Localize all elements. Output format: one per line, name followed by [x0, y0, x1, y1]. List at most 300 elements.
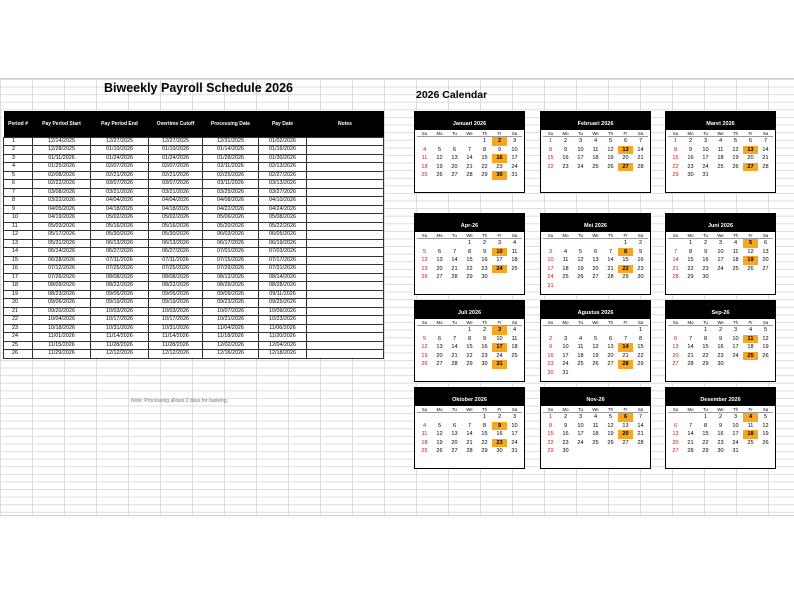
day-cell[interactable]: 15: [672, 155, 679, 162]
table-cell[interactable]: 03/21/2026: [149, 188, 203, 197]
day-cell[interactable]: 29: [547, 448, 554, 455]
day-cell[interactable]: 11: [592, 422, 599, 429]
day-cell[interactable]: 9: [703, 248, 708, 255]
table-cell[interactable]: 09/05/2026: [149, 290, 203, 299]
day-cell[interactable]: 10: [562, 344, 569, 351]
day-cell[interactable]: 15: [637, 344, 644, 351]
day-cell[interactable]: 1: [467, 240, 472, 246]
day-cell[interactable]: 15: [466, 257, 473, 264]
day-cell[interactable]: 22: [547, 439, 554, 446]
day-cell[interactable]: 31: [732, 448, 739, 455]
day-cell[interactable]: 17: [547, 265, 554, 272]
table-cell[interactable]: 05/30/2026: [91, 231, 149, 240]
day-cell[interactable]: 5: [422, 335, 427, 342]
table-cell[interactable]: 06/19/2026: [259, 239, 307, 248]
day-cell[interactable]: 28: [466, 448, 473, 455]
day-cell[interactable]: 9: [563, 146, 568, 153]
table-cell[interactable]: 11/28/2026: [91, 341, 149, 350]
day-cell[interactable]: 7: [688, 422, 693, 429]
day-cell[interactable]: 19: [607, 155, 614, 162]
day-cell[interactable]: 22: [637, 352, 644, 359]
day-cell[interactable]: 29: [702, 448, 709, 455]
table-cell[interactable]: 11/18/2026: [203, 333, 259, 342]
day-cell[interactable]: 3: [578, 138, 583, 144]
day-cell[interactable]: 17: [732, 431, 739, 438]
day-cell[interactable]: 3: [703, 138, 708, 144]
day-cell[interactable]: 19: [436, 163, 443, 170]
table-cell[interactable]: 10/04/2026: [33, 316, 91, 325]
day-cell[interactable]: 12: [762, 422, 769, 429]
day-cell[interactable]: 2: [482, 327, 487, 333]
day-cell[interactable]: 3: [497, 240, 502, 246]
table-cell[interactable]: 07/03/2026: [259, 248, 307, 257]
day-cell[interactable]: 11: [732, 248, 739, 255]
day-cell[interactable]: 14: [451, 257, 458, 264]
day-cell[interactable]: 11: [592, 146, 599, 153]
day-cell[interactable]: 18: [511, 344, 518, 351]
day-cell[interactable]: 2: [548, 335, 553, 342]
table-cell[interactable]: 12/12/2026: [149, 350, 203, 359]
day-cell[interactable]: 29: [702, 361, 709, 368]
day-cell[interactable]: 7: [467, 146, 472, 153]
day-cell[interactable]: 27: [622, 439, 629, 446]
day-cell[interactable]: 31: [511, 172, 518, 179]
day-cell[interactable]: 16: [481, 257, 488, 264]
day-cell[interactable]: 22: [481, 439, 488, 446]
day-cell[interactable]: 26: [592, 361, 599, 368]
day-cell[interactable]: 24: [732, 352, 739, 359]
day-cell[interactable]: 26: [732, 163, 739, 170]
day-cell[interactable]: 28: [451, 274, 458, 281]
payday-cell[interactable]: 6: [618, 413, 633, 422]
day-cell[interactable]: 29: [481, 448, 488, 455]
table-cell[interactable]: 26: [4, 350, 33, 359]
table-cell[interactable]: 09/11/2026: [259, 290, 307, 299]
table-cell[interactable]: 11/14/2026: [149, 333, 203, 342]
day-cell[interactable]: 25: [717, 163, 724, 170]
payday-cell[interactable]: 25: [743, 352, 758, 361]
table-cell[interactable]: [307, 197, 384, 206]
day-cell[interactable]: 7: [763, 138, 768, 144]
day-cell[interactable]: 16: [562, 431, 569, 438]
day-cell[interactable]: 23: [562, 163, 569, 170]
day-cell[interactable]: 23: [702, 265, 709, 272]
table-cell[interactable]: 01/10/2026: [91, 146, 149, 155]
day-cell[interactable]: 15: [481, 155, 488, 162]
day-cell[interactable]: 24: [577, 163, 584, 170]
day-cell[interactable]: 20: [672, 352, 679, 359]
payday-cell[interactable]: 2: [492, 137, 507, 146]
table-cell[interactable]: 06/03/2026: [203, 231, 259, 240]
day-cell[interactable]: 2: [563, 414, 568, 420]
day-cell[interactable]: 20: [672, 439, 679, 446]
day-cell[interactable]: 7: [467, 422, 472, 429]
payday-cell[interactable]: 3: [492, 326, 507, 335]
table-cell[interactable]: [307, 341, 384, 350]
day-cell[interactable]: 23: [481, 352, 488, 359]
day-cell[interactable]: 9: [688, 146, 693, 153]
day-cell[interactable]: 14: [451, 344, 458, 351]
day-cell[interactable]: 14: [607, 257, 614, 264]
day-cell[interactable]: 13: [592, 257, 599, 264]
table-cell[interactable]: 11/06/2026: [259, 324, 307, 333]
table-cell[interactable]: 10/17/2026: [91, 316, 149, 325]
day-cell[interactable]: 17: [562, 352, 569, 359]
day-cell[interactable]: 10: [547, 257, 554, 264]
day-cell[interactable]: 6: [452, 146, 457, 153]
day-cell[interactable]: 26: [607, 439, 614, 446]
day-cell[interactable]: 3: [563, 335, 568, 342]
payday-cell[interactable]: 20: [618, 430, 633, 439]
day-cell[interactable]: 14: [687, 431, 694, 438]
payday-cell[interactable]: 22: [618, 265, 633, 274]
day-cell[interactable]: 26: [421, 361, 428, 368]
day-cell[interactable]: 13: [607, 344, 614, 351]
table-cell[interactable]: 21: [4, 307, 33, 316]
day-cell[interactable]: 4: [578, 335, 583, 342]
table-cell[interactable]: 02/22/2026: [33, 180, 91, 189]
table-cell[interactable]: 04/22/2026: [203, 205, 259, 214]
table-cell[interactable]: 05/03/2026: [33, 222, 91, 231]
day-cell[interactable]: 29: [687, 274, 694, 281]
table-cell[interactable]: [307, 205, 384, 214]
day-cell[interactable]: 16: [496, 431, 503, 438]
table-cell[interactable]: 12/14/2025: [33, 137, 91, 146]
day-cell[interactable]: 12: [762, 335, 769, 342]
day-cell[interactable]: 6: [673, 335, 678, 342]
payday-cell[interactable]: 16: [492, 154, 507, 163]
table-cell[interactable]: 05/16/2026: [91, 222, 149, 231]
day-cell[interactable]: 9: [548, 344, 553, 351]
day-cell[interactable]: 18: [562, 265, 569, 272]
table-cell[interactable]: 03/25/2026: [203, 188, 259, 197]
day-cell[interactable]: 5: [763, 414, 768, 420]
day-cell[interactable]: 8: [703, 335, 708, 342]
day-cell[interactable]: 25: [747, 439, 754, 446]
day-cell[interactable]: 14: [466, 431, 473, 438]
payday-cell[interactable]: 31: [492, 360, 507, 369]
day-cell[interactable]: 20: [747, 155, 754, 162]
day-cell[interactable]: 16: [637, 257, 644, 264]
table-cell[interactable]: 05/02/2026: [149, 214, 203, 223]
day-cell[interactable]: 30: [481, 274, 488, 281]
day-cell[interactable]: 24: [496, 352, 503, 359]
table-cell[interactable]: 01/02/2026: [259, 137, 307, 146]
payday-cell[interactable]: 8: [618, 248, 633, 257]
day-cell[interactable]: 19: [762, 344, 769, 351]
table-cell[interactable]: 1: [4, 137, 33, 146]
day-cell[interactable]: 24: [511, 439, 518, 446]
day-cell[interactable]: 8: [638, 335, 643, 342]
day-cell[interactable]: 22: [702, 352, 709, 359]
day-cell[interactable]: 26: [421, 274, 428, 281]
day-cell[interactable]: 19: [421, 352, 428, 359]
table-cell[interactable]: 12: [4, 231, 33, 240]
table-cell[interactable]: [307, 273, 384, 282]
table-cell[interactable]: 04/10/2026: [259, 197, 307, 206]
day-cell[interactable]: 7: [452, 248, 457, 255]
table-cell[interactable]: [307, 265, 384, 274]
table-cell[interactable]: [307, 137, 384, 146]
day-cell[interactable]: 6: [673, 422, 678, 429]
table-cell[interactable]: 01/11/2026: [33, 154, 91, 163]
day-cell[interactable]: 27: [672, 448, 679, 455]
day-cell[interactable]: 21: [762, 155, 769, 162]
day-cell[interactable]: 1: [482, 138, 487, 144]
day-cell[interactable]: 22: [547, 163, 554, 170]
day-cell[interactable]: 25: [421, 172, 428, 179]
table-cell[interactable]: 03/21/2026: [91, 188, 149, 197]
payday-cell[interactable]: 30: [492, 171, 507, 180]
day-cell[interactable]: 10: [702, 146, 709, 153]
day-cell[interactable]: 16: [717, 344, 724, 351]
day-cell[interactable]: 1: [673, 138, 678, 144]
day-cell[interactable]: 12: [592, 344, 599, 351]
day-cell[interactable]: 24: [732, 439, 739, 446]
table-cell[interactable]: [307, 239, 384, 248]
table-cell[interactable]: 10: [4, 214, 33, 223]
day-cell[interactable]: 30: [702, 274, 709, 281]
day-cell[interactable]: 14: [672, 257, 679, 264]
day-cell[interactable]: 17: [511, 431, 518, 438]
table-cell[interactable]: 14: [4, 248, 33, 257]
day-cell[interactable]: 3: [578, 414, 583, 420]
table-cell[interactable]: 19: [4, 290, 33, 299]
table-cell[interactable]: 09/23/2026: [203, 299, 259, 308]
table-cell[interactable]: 03/27/2026: [259, 188, 307, 197]
table-cell[interactable]: 04/18/2026: [149, 205, 203, 214]
table-cell[interactable]: 5: [4, 171, 33, 180]
table-cell[interactable]: 09/25/2026: [259, 299, 307, 308]
day-cell[interactable]: 16: [547, 352, 554, 359]
table-cell[interactable]: 05/31/2026: [33, 239, 91, 248]
day-cell[interactable]: 16: [702, 257, 709, 264]
table-cell[interactable]: 01/28/2026: [203, 154, 259, 163]
day-cell[interactable]: 11: [421, 155, 428, 162]
table-cell[interactable]: [307, 214, 384, 223]
day-cell[interactable]: 21: [637, 431, 644, 438]
day-cell[interactable]: 20: [622, 155, 629, 162]
day-cell[interactable]: 26: [762, 439, 769, 446]
table-cell[interactable]: 22: [4, 316, 33, 325]
day-cell[interactable]: 8: [548, 422, 553, 429]
table-cell[interactable]: 02/08/2026: [33, 171, 91, 180]
day-cell[interactable]: 28: [637, 439, 644, 446]
payday-cell[interactable]: 13: [743, 146, 758, 155]
day-cell[interactable]: 5: [437, 422, 442, 429]
payday-cell[interactable]: 14: [618, 343, 633, 352]
table-cell[interactable]: 12/27/2025: [149, 137, 203, 146]
table-cell[interactable]: [307, 307, 384, 316]
table-cell[interactable]: 15: [4, 256, 33, 265]
day-cell[interactable]: 2: [718, 327, 723, 333]
table-cell[interactable]: 04/24/2026: [259, 205, 307, 214]
table-cell[interactable]: 12/27/2025: [91, 137, 149, 146]
table-cell[interactable]: 07/17/2026: [259, 256, 307, 265]
column-header[interactable]: Period #: [4, 111, 33, 137]
table-cell[interactable]: 04/08/2026: [203, 197, 259, 206]
table-cell[interactable]: 01/24/2026: [91, 154, 149, 163]
table-cell[interactable]: 08/14/2026: [259, 273, 307, 282]
day-cell[interactable]: 18: [421, 439, 428, 446]
day-cell[interactable]: 27: [436, 361, 443, 368]
day-cell[interactable]: 20: [762, 257, 769, 264]
day-cell[interactable]: 13: [451, 431, 458, 438]
table-cell[interactable]: 01/25/2026: [33, 163, 91, 172]
day-cell[interactable]: 2: [703, 240, 708, 246]
day-cell[interactable]: 18: [732, 257, 739, 264]
day-cell[interactable]: 11: [747, 422, 754, 429]
day-cell[interactable]: 28: [687, 361, 694, 368]
day-cell[interactable]: 25: [511, 265, 518, 272]
day-cell[interactable]: 4: [718, 138, 723, 144]
table-cell[interactable]: 03/07/2026: [149, 180, 203, 189]
table-cell[interactable]: 05/20/2026: [203, 222, 259, 231]
table-cell[interactable]: 11/29/2026: [33, 350, 91, 359]
table-cell[interactable]: 11/14/2026: [91, 333, 149, 342]
day-cell[interactable]: 1: [623, 240, 628, 246]
table-cell[interactable]: [307, 146, 384, 155]
day-cell[interactable]: 24: [511, 163, 518, 170]
column-header[interactable]: Pay Period Start: [33, 111, 91, 137]
day-cell[interactable]: 1: [482, 414, 487, 420]
day-cell[interactable]: 26: [577, 274, 584, 281]
payday-cell[interactable]: 9: [492, 422, 507, 431]
day-cell[interactable]: 4: [748, 327, 753, 333]
day-cell[interactable]: 3: [548, 248, 553, 255]
day-cell[interactable]: 30: [496, 448, 503, 455]
table-cell[interactable]: 05/06/2026: [203, 214, 259, 223]
day-cell[interactable]: 17: [732, 344, 739, 351]
table-cell[interactable]: [307, 180, 384, 189]
table-cell[interactable]: 08/22/2026: [149, 282, 203, 291]
table-cell[interactable]: 03/11/2026: [203, 180, 259, 189]
day-cell[interactable]: 15: [622, 257, 629, 264]
day-cell[interactable]: 11: [717, 146, 724, 153]
day-cell[interactable]: 17: [577, 431, 584, 438]
day-cell[interactable]: 10: [717, 248, 724, 255]
table-cell[interactable]: 08/08/2026: [91, 273, 149, 282]
table-cell[interactable]: 10/31/2026: [91, 324, 149, 333]
table-cell[interactable]: 08/26/2026: [203, 282, 259, 291]
day-cell[interactable]: 7: [638, 138, 643, 144]
day-cell[interactable]: 18: [747, 344, 754, 351]
table-cell[interactable]: 05/16/2026: [149, 222, 203, 231]
day-cell[interactable]: 1: [688, 240, 693, 246]
table-cell[interactable]: 06/17/2026: [203, 239, 259, 248]
day-cell[interactable]: 15: [687, 257, 694, 264]
day-cell[interactable]: 5: [763, 327, 768, 333]
day-cell[interactable]: 23: [481, 265, 488, 272]
table-cell[interactable]: 07/12/2026: [33, 265, 91, 274]
day-cell[interactable]: 22: [672, 163, 679, 170]
table-cell[interactable]: 03/07/2026: [91, 180, 149, 189]
day-cell[interactable]: 23: [547, 361, 554, 368]
day-cell[interactable]: 22: [702, 439, 709, 446]
day-cell[interactable]: 17: [577, 155, 584, 162]
table-cell[interactable]: 20: [4, 299, 33, 308]
table-cell[interactable]: 10/18/2026: [33, 324, 91, 333]
day-cell[interactable]: 30: [687, 172, 694, 179]
day-cell[interactable]: 11: [421, 431, 428, 438]
day-cell[interactable]: 17: [511, 155, 518, 162]
table-cell[interactable]: 02/07/2026: [91, 163, 149, 172]
day-cell[interactable]: 6: [437, 335, 442, 342]
table-cell[interactable]: 02/21/2026: [149, 171, 203, 180]
table-cell[interactable]: 01/30/2026: [259, 154, 307, 163]
table-cell[interactable]: 06/05/2026: [259, 231, 307, 240]
table-cell[interactable]: 01/10/2026: [149, 146, 203, 155]
table-cell[interactable]: [307, 231, 384, 240]
payday-cell[interactable]: 4: [743, 413, 758, 422]
day-cell[interactable]: 15: [547, 155, 554, 162]
day-cell[interactable]: 20: [451, 163, 458, 170]
day-cell[interactable]: 13: [622, 422, 629, 429]
day-cell[interactable]: 2: [688, 138, 693, 144]
day-cell[interactable]: 30: [717, 361, 724, 368]
day-cell[interactable]: 17: [717, 257, 724, 264]
day-cell[interactable]: 5: [593, 335, 598, 342]
table-cell[interactable]: 16: [4, 265, 33, 274]
table-cell[interactable]: 09/20/2026: [33, 307, 91, 316]
table-cell[interactable]: 6: [4, 180, 33, 189]
day-cell[interactable]: 10: [496, 335, 503, 342]
day-cell[interactable]: 7: [608, 248, 613, 255]
day-cell[interactable]: 2: [497, 414, 502, 420]
day-cell[interactable]: 3: [512, 138, 517, 144]
day-cell[interactable]: 1: [548, 414, 553, 420]
table-cell[interactable]: 13: [4, 239, 33, 248]
day-cell[interactable]: 5: [733, 138, 738, 144]
day-cell[interactable]: 23: [562, 439, 569, 446]
day-cell[interactable]: 20: [592, 265, 599, 272]
table-cell[interactable]: 07/15/2026: [203, 256, 259, 265]
day-cell[interactable]: 30: [562, 448, 569, 455]
day-cell[interactable]: 10: [577, 146, 584, 153]
day-cell[interactable]: 29: [672, 172, 679, 179]
table-cell[interactable]: 7: [4, 188, 33, 197]
day-cell[interactable]: 6: [623, 138, 628, 144]
table-cell[interactable]: 12/31/2025: [203, 137, 259, 146]
day-cell[interactable]: 8: [703, 422, 708, 429]
day-cell[interactable]: 21: [466, 439, 473, 446]
table-cell[interactable]: [307, 299, 384, 308]
day-cell[interactable]: 19: [421, 265, 428, 272]
day-cell[interactable]: 2: [638, 240, 643, 246]
day-cell[interactable]: 31: [511, 448, 518, 455]
day-cell[interactable]: 7: [638, 414, 643, 420]
day-cell[interactable]: 6: [608, 335, 613, 342]
table-cell[interactable]: 11/28/2026: [149, 341, 203, 350]
day-cell[interactable]: 20: [451, 439, 458, 446]
table-cell[interactable]: 11/15/2026: [33, 341, 91, 350]
day-cell[interactable]: 4: [593, 138, 598, 144]
table-cell[interactable]: 18: [4, 282, 33, 291]
day-cell[interactable]: 5: [437, 146, 442, 153]
day-cell[interactable]: 20: [436, 352, 443, 359]
day-cell[interactable]: 8: [548, 146, 553, 153]
day-cell[interactable]: 19: [762, 431, 769, 438]
table-cell[interactable]: [307, 324, 384, 333]
day-cell[interactable]: 12: [747, 248, 754, 255]
day-cell[interactable]: 18: [511, 257, 518, 264]
table-cell[interactable]: [307, 154, 384, 163]
table-cell[interactable]: 10/21/2026: [203, 316, 259, 325]
day-cell[interactable]: 28: [607, 274, 614, 281]
table-cell[interactable]: 10/23/2026: [259, 316, 307, 325]
day-cell[interactable]: 18: [717, 155, 724, 162]
column-header[interactable]: Notes: [307, 111, 384, 137]
